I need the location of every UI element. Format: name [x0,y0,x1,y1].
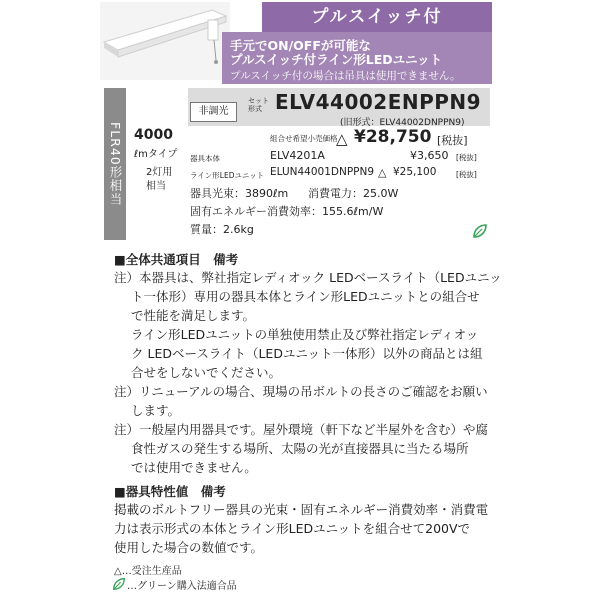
common-note-line-9: 注）一般屋内用器具です。屋外環境（軒下など半屋外を含む）や腐 [114,422,489,437]
part-body-price: ¥3,650 [410,149,449,162]
common-notes-heading: ■全体共通項目 備考 [114,252,239,267]
legend-green-purchase: …グリーン購入法適合品 [127,581,237,592]
lamp-count-line-2: 相当 [146,181,166,192]
old-model-code: (旧形式：ELV44002DNPPN9) [340,118,465,128]
common-note-line-10: 食性ガスの発生する場所、太陽の光が直接器具に当たる場所 [131,441,469,456]
common-note-line-5: ク LEDベースライト（LEDユニット一体形）以外の商品とは組 [131,346,483,361]
fixture-image [100,2,230,80]
part-led-mark: △ [378,166,387,179]
lamp-equivalent-label [104,88,126,240]
pull-switch-description [222,32,492,84]
lumen-type: ℓmタイプ [134,149,178,160]
common-note-line-8: します。 [131,403,181,418]
part-body-tax: [税抜] [456,153,477,162]
set-model-label: セット形式 [248,97,269,113]
spec-mass: 質量：2.6kg [190,223,254,236]
lamp-count-line-1: 2灯用 [146,167,173,178]
characteristics-line-2: 力は表示形式の本体とライン形LEDユニットを組合せて200Vで [114,521,471,536]
legend-made-to-order: △…受注生産品 [114,566,182,577]
spec-efficiency: 固有エネルギー消費効率：155.6ℓm/W [190,205,384,218]
set-price-tax: [税抜] [437,134,468,147]
spec-flux: 器具光束：3890ℓm [190,187,289,200]
green-leaf-icon [472,223,488,239]
lumen-value: 4000 [134,127,173,143]
model-code: ELV44002ENPPN9 [275,90,482,114]
part-led-code: ELUN44001DNPPN9 [270,166,375,178]
price-label: 組合せ希望小売価格 [270,134,338,143]
made-to-order-mark: △ [336,130,348,148]
common-note-line-3: で性能を満足します。 [131,308,256,323]
characteristics-line-1: 掲載のボルトフリー器具の光束・固有エネルギー消費効率・消費電 [114,502,489,517]
common-note-line-6: 合せをしないでください。 [131,365,282,380]
common-note-line-11: では使用できません。 [131,460,257,475]
part-led-price: ¥25,100 [393,166,437,178]
fixture-illustration [100,2,230,80]
pull-switch-line-1: 手元でON/OFFが可能な [230,38,371,53]
lamp-equivalent-text: FLR40形相当 [108,121,123,207]
part-led-label: ライン形LEDユニット [190,171,265,180]
common-note-line-4: ライン形LEDユニットの単独使用禁止及び弊社指定レディオッ [131,327,479,342]
dimming-badge: 非調光 [190,102,237,122]
common-note-line-2: ト一体形）専用の器具本体とライン形LEDユニットとの組合せ [131,289,480,304]
set-price: ¥28,750 [354,127,432,147]
part-body-label: 器具本体 [190,154,220,163]
pull-switch-note: プルスイッチ付の場合は吊具は使用できません。 [230,70,461,82]
part-body-code: ELV4201A [270,149,325,162]
characteristics-heading: ■器具特性値 備考 [114,484,226,499]
characteristics-line-3: 使用した場合の数値です。 [114,540,264,555]
common-note-line-7: 注）リニューアルの場合、現場の吊ボルトの長さのご確認をお願い [114,384,488,399]
part-led-tax: [税抜] [456,170,477,179]
pull-switch-header: プルスイッチ付 [262,2,492,32]
pull-switch-line-2: プルスイッチ付ライン形LEDユニット [230,52,443,67]
green-leaf-legend-icon [112,576,126,590]
spec-power: 消費電力：25.0W [308,187,399,200]
common-note-line-1: 注）本器具は、弊社指定レディオック LEDベースライト（LEDユニッ [114,270,502,285]
